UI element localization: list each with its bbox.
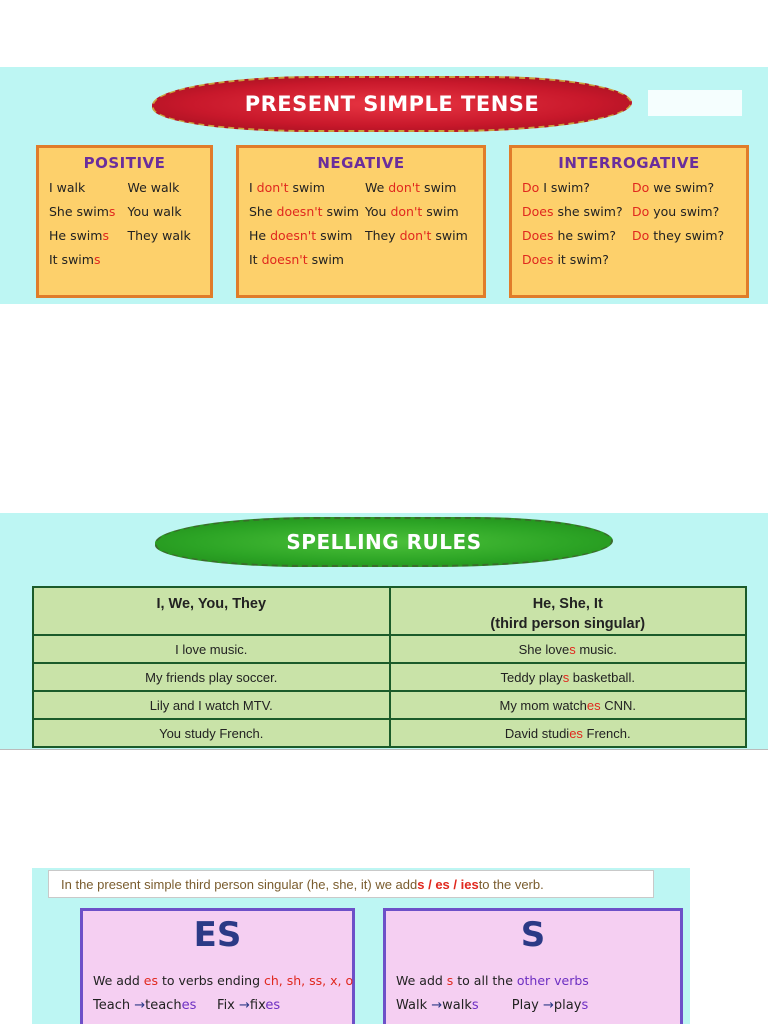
cell-plural: You study French. bbox=[33, 719, 390, 747]
positive-item: She swims bbox=[49, 204, 116, 219]
es-heading: ES bbox=[193, 915, 242, 955]
interrogative-item: Does she swim? bbox=[522, 204, 623, 219]
negative-item: He doesn't swim bbox=[249, 228, 353, 243]
positive-item: We walk bbox=[127, 180, 180, 195]
negative-item: It doesn't swim bbox=[249, 252, 344, 267]
spelling-table bbox=[32, 586, 747, 748]
cell-singular: My mom watches CNN. bbox=[390, 691, 747, 719]
negative-item: They don't swim bbox=[364, 228, 468, 243]
table-header-row bbox=[33, 587, 746, 635]
header-singular: He, She, It (third person singular) bbox=[390, 587, 747, 635]
arrow-right-icon: → bbox=[134, 998, 146, 1013]
header-plural: I, We, You, They bbox=[33, 587, 390, 635]
positive-item: You walk bbox=[127, 204, 182, 219]
s-rule-card bbox=[383, 908, 683, 1024]
negative-title: NEGATIVE bbox=[317, 154, 405, 172]
arrow-right-icon: → bbox=[239, 998, 250, 1013]
positive-item: It swims bbox=[49, 252, 101, 267]
interrogative-item: Do you swim? bbox=[632, 204, 720, 219]
interrogative-item: Does it swim? bbox=[522, 252, 609, 267]
interrogative-item: Do we swim? bbox=[632, 180, 715, 195]
table-row bbox=[33, 635, 746, 663]
cell-plural: I love music. bbox=[33, 635, 390, 663]
spelling-title: SPELLING RULES bbox=[286, 530, 482, 554]
interrogative-item: Do they swim? bbox=[632, 228, 725, 243]
positive-card bbox=[36, 145, 213, 298]
spelling-banner bbox=[155, 517, 613, 567]
negative-item: I don't swim bbox=[249, 180, 325, 195]
table-row bbox=[33, 663, 746, 691]
table-row bbox=[33, 719, 746, 747]
interrogative-item: Does he swim? bbox=[522, 228, 617, 243]
positive-title: POSITIVE bbox=[83, 154, 166, 172]
negative-card bbox=[236, 145, 486, 298]
arrow-right-icon: → bbox=[431, 998, 443, 1013]
negative-item: You don't swim bbox=[364, 204, 459, 219]
table-row bbox=[33, 691, 746, 719]
negative-item: She doesn't swim bbox=[249, 204, 359, 219]
positive-item: They walk bbox=[127, 228, 191, 243]
interrogative-card bbox=[509, 145, 749, 298]
positive-item: I walk bbox=[49, 180, 86, 195]
cell-plural: Lily and I watch MTV. bbox=[33, 691, 390, 719]
interrogative-grid bbox=[522, 180, 736, 267]
s-examples: Walk →walks Play →plays bbox=[396, 998, 589, 1013]
positive-grid bbox=[49, 180, 200, 267]
interrogative-item: Do I swim? bbox=[522, 180, 590, 195]
arrow-right-icon: → bbox=[543, 998, 554, 1013]
negative-item: We don't swim bbox=[364, 180, 457, 195]
es-rule-text: We add es to verbs ending ch, sh, ss, x, o bbox=[93, 973, 354, 988]
cell-plural: My friends play soccer. bbox=[33, 663, 390, 691]
es-examples: Teach →teaches Fix →fixes bbox=[93, 998, 281, 1013]
watermark-badge bbox=[648, 90, 742, 116]
s-rule-text: We add s to all the other verbs bbox=[396, 973, 589, 988]
rule-statement: In the present simple third person singular (he, she, it) we add s / es / ies to the verb. bbox=[48, 870, 654, 898]
negative-grid bbox=[249, 180, 473, 267]
title-banner bbox=[152, 76, 632, 132]
cell-singular: Teddy plays basketball. bbox=[390, 663, 747, 691]
page-title: PRESENT SIMPLE TENSE bbox=[244, 92, 540, 116]
s-heading: S bbox=[520, 915, 546, 955]
positive-item: He swims bbox=[49, 228, 109, 243]
es-rule-card bbox=[80, 908, 355, 1024]
interrogative-title: INTERROGATIVE bbox=[558, 154, 700, 172]
cell-singular: David studies French. bbox=[390, 719, 747, 747]
cell-singular: She loves music. bbox=[390, 635, 747, 663]
